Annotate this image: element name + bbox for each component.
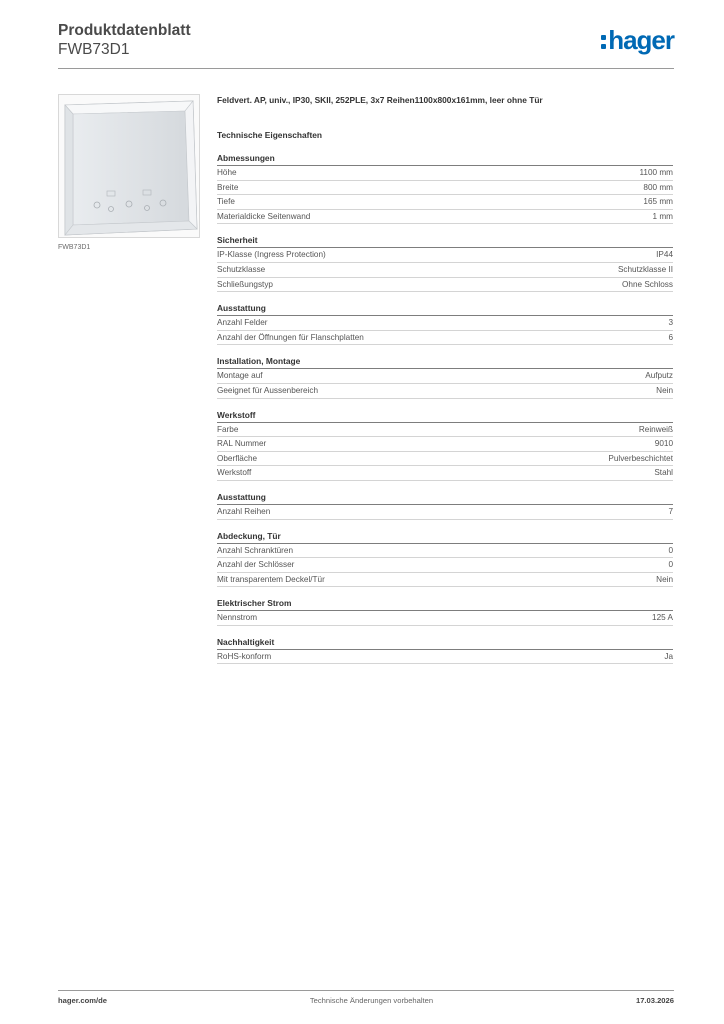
property-label: Werkstoff bbox=[217, 468, 252, 478]
hager-logo bbox=[601, 26, 674, 54]
property-row bbox=[217, 278, 673, 293]
property-value: 125 A bbox=[652, 613, 673, 623]
section-title: Abdeckung, Tür bbox=[217, 531, 673, 544]
section bbox=[217, 153, 673, 224]
property-label: Schließungstyp bbox=[217, 279, 273, 289]
section bbox=[217, 410, 673, 481]
property-label: Nennstrom bbox=[217, 613, 258, 623]
property-value: Pulverbeschichtet bbox=[608, 453, 673, 463]
product-description: Feldvert. AP, univ., IP30, SKII, 252PLE, 3x7 Reihen1100x800x161mm, leer ohne Tür bbox=[217, 95, 543, 105]
property-value: 6 bbox=[668, 332, 673, 342]
property-value: 3 bbox=[668, 318, 673, 328]
property-label: Breite bbox=[217, 182, 239, 192]
property-row bbox=[217, 437, 673, 452]
property-value: IP44 bbox=[656, 250, 673, 260]
website-link[interactable]: hager.com/de bbox=[58, 996, 107, 1005]
section bbox=[217, 531, 673, 588]
property-row bbox=[217, 466, 673, 481]
property-label: RoHS-konform bbox=[217, 651, 272, 661]
property-value: 0 bbox=[668, 560, 673, 570]
enclosure-image bbox=[59, 95, 199, 237]
header-divider bbox=[58, 68, 674, 69]
property-row bbox=[217, 331, 673, 346]
property-value: Nein bbox=[656, 574, 673, 584]
document-title: Produktdatenblatt bbox=[58, 22, 191, 39]
property-label: Materialdicke Seitenwand bbox=[217, 211, 311, 221]
section-title: Ausstattung bbox=[217, 303, 673, 316]
product-code: FWB73D1 bbox=[58, 41, 130, 58]
property-value: 800 mm bbox=[643, 182, 673, 192]
property-label: Höhe bbox=[217, 168, 237, 177]
property-label: Schutzklasse bbox=[217, 264, 266, 274]
property-row bbox=[217, 263, 673, 278]
datasheet-content bbox=[217, 94, 673, 664]
section-title: Ausstattung bbox=[217, 492, 673, 505]
property-row bbox=[217, 650, 673, 665]
property-value: Ja bbox=[664, 651, 673, 661]
document-date: 17.03.2026 bbox=[635, 996, 674, 1005]
property-value: Nein bbox=[656, 385, 673, 395]
section bbox=[217, 235, 673, 292]
property-label: RAL Nummer bbox=[217, 439, 267, 449]
disclaimer: Technische Änderungen vorbehalten bbox=[309, 996, 434, 1005]
property-value: Stahl bbox=[654, 468, 673, 478]
property-row bbox=[217, 505, 673, 520]
technical-properties-title: Technische Eigenschaften bbox=[217, 130, 323, 140]
logo-text: hager bbox=[608, 25, 674, 55]
property-row bbox=[217, 181, 673, 196]
section bbox=[217, 303, 673, 345]
property-value: 1 mm bbox=[652, 211, 673, 221]
property-label: Geeignet für Aussenbereich bbox=[217, 385, 319, 395]
property-value: Reinweiß bbox=[638, 424, 673, 434]
property-row bbox=[217, 248, 673, 263]
property-row bbox=[217, 384, 673, 399]
property-value: 7 bbox=[668, 506, 673, 516]
image-caption: FWB73D1 bbox=[58, 244, 91, 251]
page-footer bbox=[58, 996, 674, 1005]
property-label: Anzahl Reihen bbox=[217, 506, 271, 516]
property-row bbox=[217, 195, 673, 210]
property-row bbox=[217, 369, 673, 384]
property-value: Ohne Schloss bbox=[622, 279, 673, 289]
section-title: Abmessungen bbox=[217, 153, 673, 166]
property-label: Mit transparentem Deckel/Tür bbox=[217, 574, 325, 584]
property-label: Anzahl der Schlösser bbox=[217, 560, 295, 570]
property-row bbox=[217, 611, 673, 626]
property-row bbox=[217, 544, 673, 559]
property-row bbox=[217, 452, 673, 467]
property-label: Anzahl der Öffnungen für Flanschplatten bbox=[217, 332, 364, 342]
property-value: 9010 bbox=[654, 439, 673, 449]
property-label: Tiefe bbox=[217, 197, 235, 207]
property-value: 165 mm bbox=[643, 197, 673, 207]
section-title: Sicherheit bbox=[217, 235, 673, 248]
property-label: Montage auf bbox=[217, 371, 263, 381]
property-sections bbox=[217, 153, 673, 664]
property-label: Farbe bbox=[217, 424, 239, 434]
section bbox=[217, 356, 673, 398]
section bbox=[217, 598, 673, 626]
section-title: Elektrischer Strom bbox=[217, 598, 673, 611]
property-value: Aufputz bbox=[645, 371, 673, 381]
property-row bbox=[217, 423, 673, 438]
section bbox=[217, 637, 673, 665]
property-label: Anzahl Felder bbox=[217, 318, 268, 328]
property-row bbox=[217, 166, 673, 181]
product-image bbox=[58, 94, 200, 238]
section bbox=[217, 492, 673, 520]
footer-divider bbox=[58, 990, 674, 991]
property-value: 1100 mm bbox=[639, 168, 673, 177]
property-row bbox=[217, 316, 673, 331]
logo-dots-icon bbox=[601, 35, 606, 49]
section-title: Nachhaltigkeit bbox=[217, 637, 673, 650]
property-row bbox=[217, 558, 673, 573]
section-title: Werkstoff bbox=[217, 410, 673, 423]
section-title: Installation, Montage bbox=[217, 356, 673, 369]
property-row bbox=[217, 210, 673, 225]
property-label: Oberfläche bbox=[217, 453, 258, 463]
property-label: IP-Klasse (Ingress Protection) bbox=[217, 250, 326, 260]
property-value: Schutzklasse II bbox=[617, 264, 673, 274]
property-label: Anzahl Schranktüren bbox=[217, 545, 294, 555]
page-header bbox=[58, 22, 674, 68]
property-row bbox=[217, 573, 673, 588]
property-value: 0 bbox=[668, 545, 673, 555]
